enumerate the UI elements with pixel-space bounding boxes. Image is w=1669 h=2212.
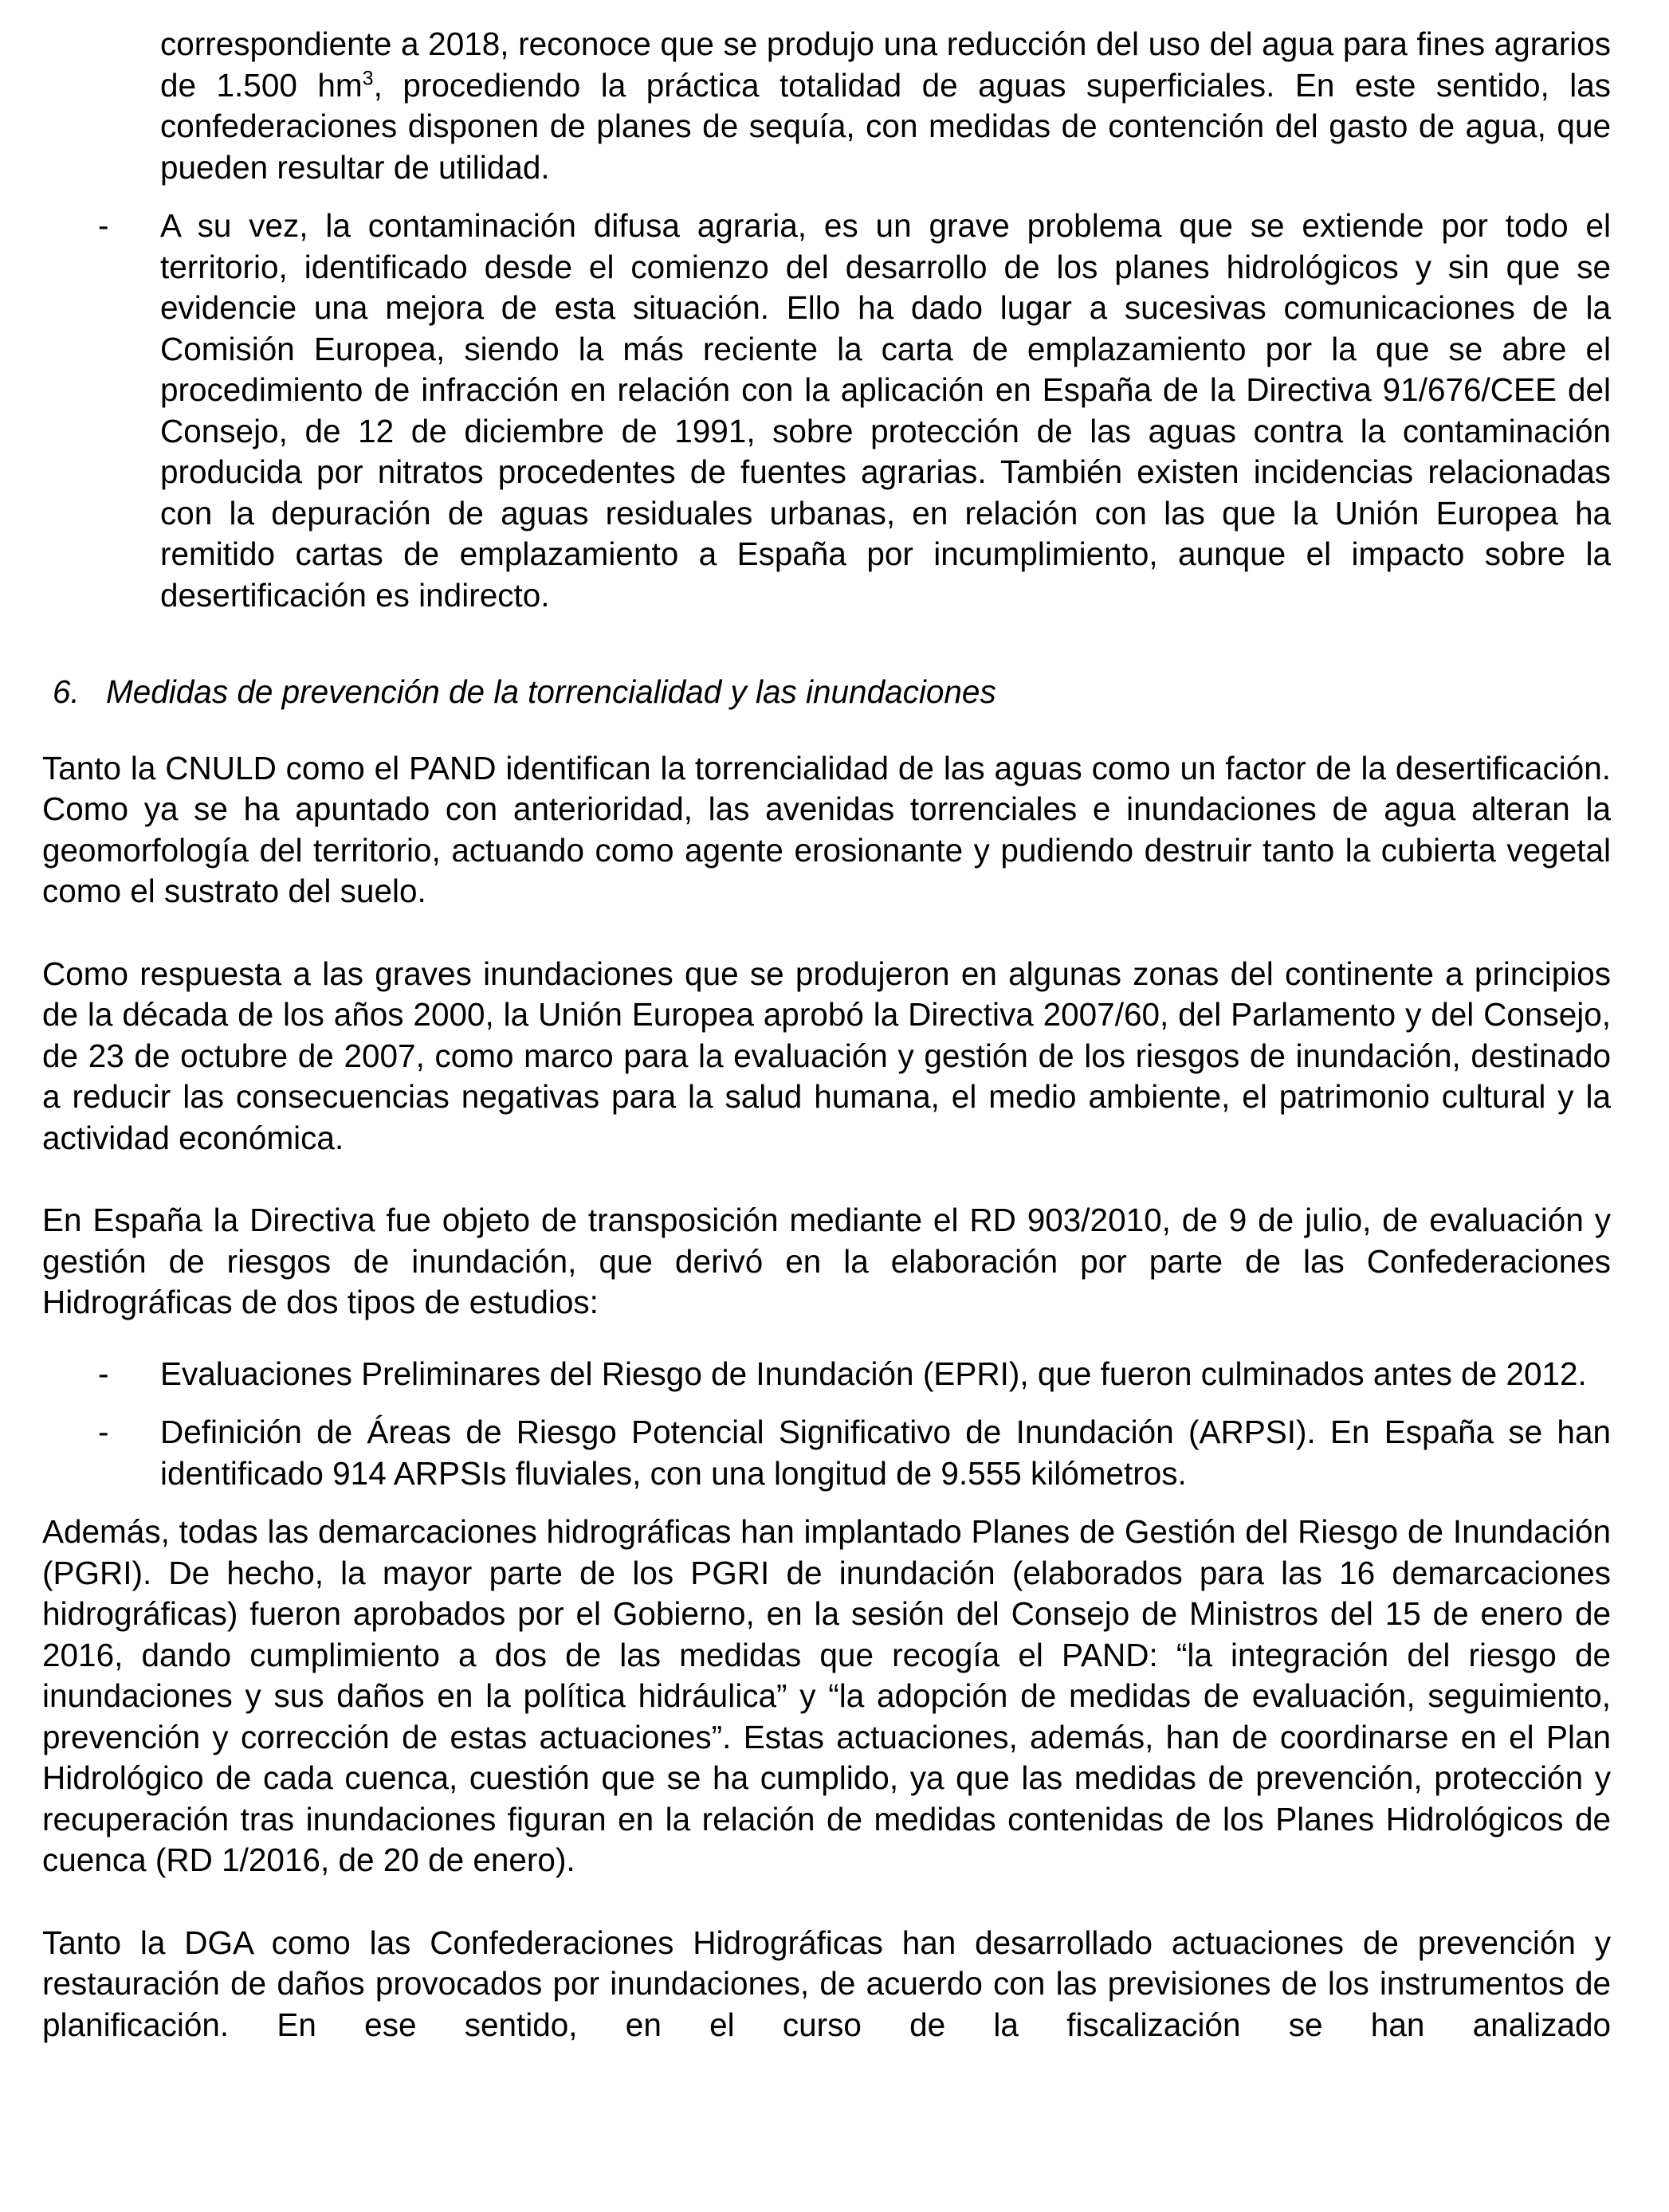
- section-number: 6.: [53, 673, 80, 710]
- continuation-paragraph: correspondiente a 2018, reconoce que se produjo una reducción del uso del agua para fines agrarios de 1.500 $hm^3$, procediendo la práctica totalidad de aguas superficiales. En este sentido, las confederaciones disponen de planes de sequía, con medidas de contención del gasto de agua, que pueden resultar de utilidad.: [160, 25, 1611, 186]
- section-heading: [42, 672, 1611, 713]
- bullet-dash: -: [98, 1355, 109, 1392]
- paragraph-pgri: Además, todas las demarcaciones hidrográficas han implantado Planes de Gestión del Riesgo de Inundación (PGRI). De hecho, la mayor parte de los PGRI de inundación (elaborados para las 16 demarcaciones hidrográficas) fueron aprobados por el Gobierno, en la sesión del Consejo de Ministros del 15 de enero de 2016, dando cumplimiento a dos de las medidas que recogía el PAND: “la integración del riesgo de inundaciones y sus daños en la política hidráulica” y “la adopción de medidas de evaluación, seguimiento, prevención y corrección de estas actuaciones”. Estas actuaciones, además, han de coordinarse en el Plan Hidrológico de cada cuenca, cuestión que se ha cumplido, ya que las medidas de prevención, protección y recuperación tras inundaciones figuran en la relación de medidas contenidas de los Planes Hidrológicos de cuenca (RD 1/2016, de 20 de enero).: [42, 1513, 1611, 1878]
- paragraph-directive: Como respuesta a las graves inundaciones que se produjeron en algunas zonas del continente a principios de la década de los años 2000, la Unión Europea aprobó la Directiva 2007/60, del Parlamento y del Consejo, de 23 de octubre de 2007, como marco para la evaluación y gestión de los riesgos de inundación, destinado a reducir las consecuencias negativas para la salud humana, el medio ambiente, el patrimonio cultural y la actividad económica.: [42, 955, 1611, 1156]
- paragraph-dga: Tanto la DGA como las Confederaciones Hidrográficas han desarrollado actuaciones de prevención y restauración de daños provocados por inundaciones, de acuerdo con las previsiones de los instrumentos de planificación. En ese sentido, en el curso de la fiscalización se han analizado: [42, 1924, 1611, 2043]
- bullet-text: A su vez, la contaminación difusa agraria, es un grave problema que se extiende por todo el territorio, identificado desde el comienzo del desarrollo de los planes hidrológicos y sin que se evidencie una mejora de esta situación. Ello ha dado lugar a sucesivas comunicaciones de la Comisión Europea, siendo la más reciente la carta de emplazamiento por la que se abre el procedimiento de infracción en relación con la aplicación en España de la Directiva 91/676/CEE del Consejo, de 12 de diciembre de 1991, sobre protección de las aguas contra la contaminación producida por nitratos procedentes de fuentes agrarias. También existen incidencias relacionadas con la depuración de aguas residuales urbanas, en relación con las que la Unión Europea ha remitido cartas de emplazamiento a España por incumplimiento, aunque el impacto sobre la desertificación es indirecto.: [160, 207, 1611, 614]
- paragraph-transposition: En España la Directiva fue objeto de transposición mediante el RD 903/2010, de 9 de julio, de evaluación y gestión de riesgos de inundación, que derivó en la elaboración por parte de las Confederaciones Hidrográficas de dos tipos de estudios:: [42, 1202, 1611, 1320]
- bullet-item-arpsi: [42, 1412, 1611, 1494]
- bullet-text: Evaluaciones Preliminares del Riesgo de Inundación (EPRI), que fueron culminados antes de 2012.: [160, 1355, 1587, 1392]
- paragraph-torrentiality: Tanto la CNULD como el PAND identifican la torrencialidad de las aguas como un factor de la desertificación. Como ya se ha apuntado con anterioridad, las avenidas torrenciales e inundaciones de agua alteran la geomorfología del territorio, actuando como agente erosionante y pudiendo destruir tanto la cubierta vegetal como el sustrato del suelo.: [42, 749, 1611, 909]
- bullet-item-contamination: [42, 206, 1611, 616]
- document-page: [42, 24, 1611, 2045]
- bullet-text: Definición de Áreas de Riesgo Potencial Significativo de Inundación (ARPSI). En España se han identificado 914 ARPSIs fluviales, con una longitud de 9.555 kilómetros.: [160, 1414, 1611, 1492]
- bullet-dash: -: [98, 207, 109, 244]
- bullet-item-epri: [42, 1354, 1611, 1395]
- bullet-dash: -: [98, 1414, 109, 1450]
- superscript-3: 3: [362, 67, 374, 89]
- section-title: Medidas de prevención de la torrencialidad y las inundaciones: [106, 673, 996, 710]
